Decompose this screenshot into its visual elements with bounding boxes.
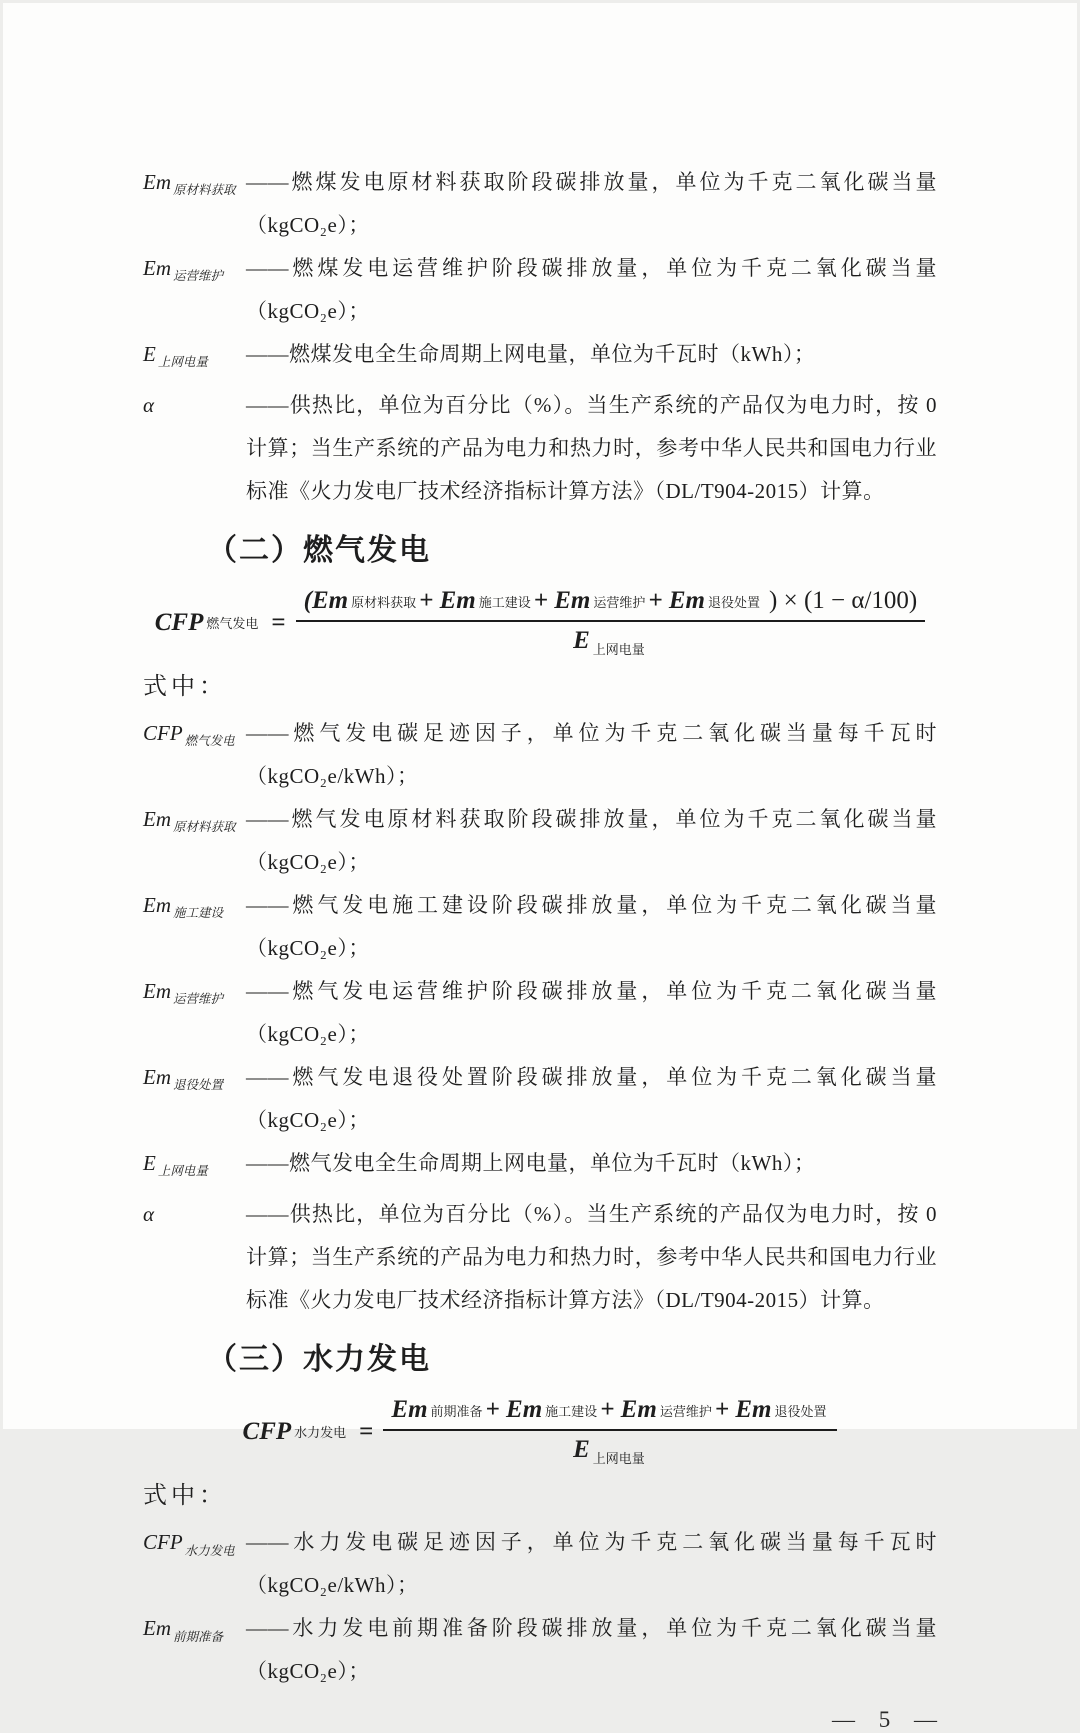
formula-subscript: 施工建设 (545, 1401, 597, 1420)
symbol-subscript: 水力发电 (185, 1544, 235, 1558)
definition-text: ——燃气发电全生命周期上网电量，单位为千瓦时（kWh）； (246, 1142, 937, 1193)
formula-subscript: 前期准备 (431, 1401, 483, 1420)
symbol-var: Em (143, 1065, 171, 1089)
equals-sign: = (271, 609, 285, 637)
definition-row-coal-raw-material (143, 161, 937, 247)
gas-definition-list (143, 712, 937, 1322)
formula-var-em: (Em (304, 587, 348, 615)
formula-var-em: + Em (715, 1396, 772, 1424)
formula-subscript: 运营维护 (593, 592, 645, 611)
definition-row-coal-operation (143, 247, 937, 333)
definition-text: ——燃煤发电全生命周期上网电量，单位为千瓦时（kWh）； (246, 333, 937, 384)
symbol-subscript: 运营维护 (173, 992, 223, 1006)
formula-var-cfp: CFP (155, 609, 204, 637)
definition-row-coal-grid-energy (143, 333, 937, 384)
symbol-term (143, 384, 246, 513)
symbol-var: Em (143, 256, 171, 280)
symbol-term (143, 1193, 246, 1322)
symbol-subscript: 上网电量 (158, 1164, 208, 1178)
formula-subscript: 上网电量 (593, 1451, 645, 1466)
definition-text: ——燃气发电退役处置阶段碳排放量，单位为千克二氧化碳当量（kgCO₂e）； (246, 1056, 937, 1142)
formula-tail: ) × (1 − α/100) (769, 587, 917, 615)
formula-where-label-gas: 式中： (143, 670, 937, 704)
formula-subscript: 运营维护 (660, 1401, 712, 1420)
symbol-term (143, 1056, 246, 1142)
symbol-term (143, 1607, 246, 1693)
symbol-subscript: 前期准备 (173, 1630, 223, 1644)
symbol-var: Em (143, 979, 171, 1003)
gas-formula (143, 587, 937, 658)
symbol-subscript: 原材料获取 (173, 820, 236, 834)
symbol-term (143, 161, 246, 247)
symbol-var: α (143, 393, 154, 417)
definition-row-gas-construction (143, 884, 937, 970)
formula-subscript: 上网电量 (593, 642, 645, 657)
symbol-var: E (143, 342, 156, 366)
symbol-term (143, 1521, 246, 1607)
symbol-var: Em (143, 893, 171, 917)
definition-row-gas-grid-energy (143, 1142, 937, 1193)
symbol-term (143, 712, 246, 798)
fraction-denominator (296, 620, 926, 658)
symbol-term (143, 798, 246, 884)
definition-text: ——水力发电碳足迹因子，单位为千克二氧化碳当量每千瓦时（kgCO₂e/kWh）； (246, 1521, 937, 1607)
definition-text: ——燃气发电碳足迹因子，单位为千克二氧化碳当量每千瓦时（kgCO₂e/kWh）； (246, 712, 937, 798)
definition-row-coal-alpha (143, 384, 937, 513)
symbol-var: CFP (143, 1530, 183, 1554)
formula-var-em: + Em (648, 587, 705, 615)
formula-subscript: 水力发电 (294, 1422, 346, 1441)
formula-where-label-hydro: 式中： (143, 1479, 937, 1513)
definition-text: ——燃气发电施工建设阶段碳排放量，单位为千克二氧化碳当量（kgCO₂e）； (246, 884, 937, 970)
fraction-denominator (383, 1429, 837, 1467)
symbol-subscript: 运营维护 (173, 269, 223, 283)
symbol-term (143, 970, 246, 1056)
formula-var-e: E (573, 1436, 590, 1463)
formula-var-cfp: CFP (243, 1418, 292, 1446)
equals-sign: = (359, 1418, 373, 1446)
symbol-var: Em (143, 170, 171, 194)
formula-var-em: + Em (600, 1396, 657, 1424)
formula-var-em: Em (391, 1396, 427, 1424)
page-number: — 5 — (143, 1707, 937, 1733)
fraction-numerator (383, 1396, 837, 1429)
definition-row-gas-operation (143, 970, 937, 1056)
symbol-var: Em (143, 807, 171, 831)
symbol-term (143, 1142, 246, 1193)
formula-subscript: 退役处置 (708, 592, 760, 611)
section-heading-hydro: （三）水力发电 (207, 1340, 937, 1380)
formula-subscript: 退役处置 (774, 1401, 826, 1420)
formula-var-em: + Em (534, 587, 591, 615)
symbol-var: Em (143, 1616, 171, 1640)
definition-row-gas-cfp (143, 712, 937, 798)
formula-subscript: 施工建设 (479, 592, 531, 611)
symbol-var: CFP (143, 721, 183, 745)
formula-var-em: + Em (419, 587, 476, 615)
symbol-term (143, 247, 246, 333)
formula-subscript: 燃气发电 (206, 613, 258, 632)
definition-text: ——水力发电前期准备阶段碳排放量，单位为千克二氧化碳当量（kgCO₂e）； (246, 1607, 937, 1693)
symbol-var: α (143, 1202, 154, 1226)
formula-var-e: E (573, 627, 590, 654)
definition-row-hydro-preparation (143, 1607, 937, 1693)
formula-lhs (155, 609, 296, 637)
definition-row-hydro-cfp (143, 1521, 937, 1607)
definition-text: ——供热比，单位为百分比（%）。当生产系统的产品仅为电力时，按 0 计算；当生产系统的产品为电力和热力时，参考中华人民共和国电力行业标准《火力发电厂技术经济指标计算方法》（DL/T904-2015）计算。 (246, 1193, 937, 1322)
symbol-subscript: 燃气发电 (185, 734, 235, 748)
coal-definition-list (143, 161, 937, 513)
fraction-numerator (296, 587, 926, 620)
symbol-term (143, 333, 246, 384)
definition-row-gas-alpha (143, 1193, 937, 1322)
definition-row-gas-raw-material (143, 798, 937, 884)
definition-text: ——供热比，单位为百分比（%）。当生产系统的产品仅为电力时，按 0 计算；当生产系统的产品为电力和热力时，参考中华人民共和国电力行业标准《火力发电厂技术经济指标计算方法》（DL/T904-2015）计算。 (246, 384, 937, 513)
definition-text: ——燃气发电运营维护阶段碳排放量，单位为千克二氧化碳当量（kgCO₂e）； (246, 970, 937, 1056)
symbol-subscript: 退役处置 (173, 1078, 223, 1092)
section-heading-gas: （二）燃气发电 (207, 531, 937, 571)
symbol-subscript: 上网电量 (158, 355, 208, 369)
formula-subscript: 原材料获取 (351, 592, 416, 611)
symbol-term (143, 884, 246, 970)
hydro-definition-list (143, 1521, 937, 1693)
definition-text: ——燃煤发电运营维护阶段碳排放量，单位为千克二氧化碳当量（kgCO₂e）； (246, 247, 937, 333)
fraction (296, 587, 926, 658)
formula-var-em: + Em (486, 1396, 543, 1424)
symbol-var: E (143, 1151, 156, 1175)
definition-text: ——燃煤发电原材料获取阶段碳排放量，单位为千克二氧化碳当量（kgCO₂e）； (246, 161, 937, 247)
definition-row-gas-decommission (143, 1056, 937, 1142)
symbol-subscript: 施工建设 (173, 906, 223, 920)
symbol-subscript: 原材料获取 (173, 183, 236, 197)
document-page (3, 3, 1077, 1429)
definition-text: ——燃气发电原材料获取阶段碳排放量，单位为千克二氧化碳当量（kgCO₂e）； (246, 798, 937, 884)
